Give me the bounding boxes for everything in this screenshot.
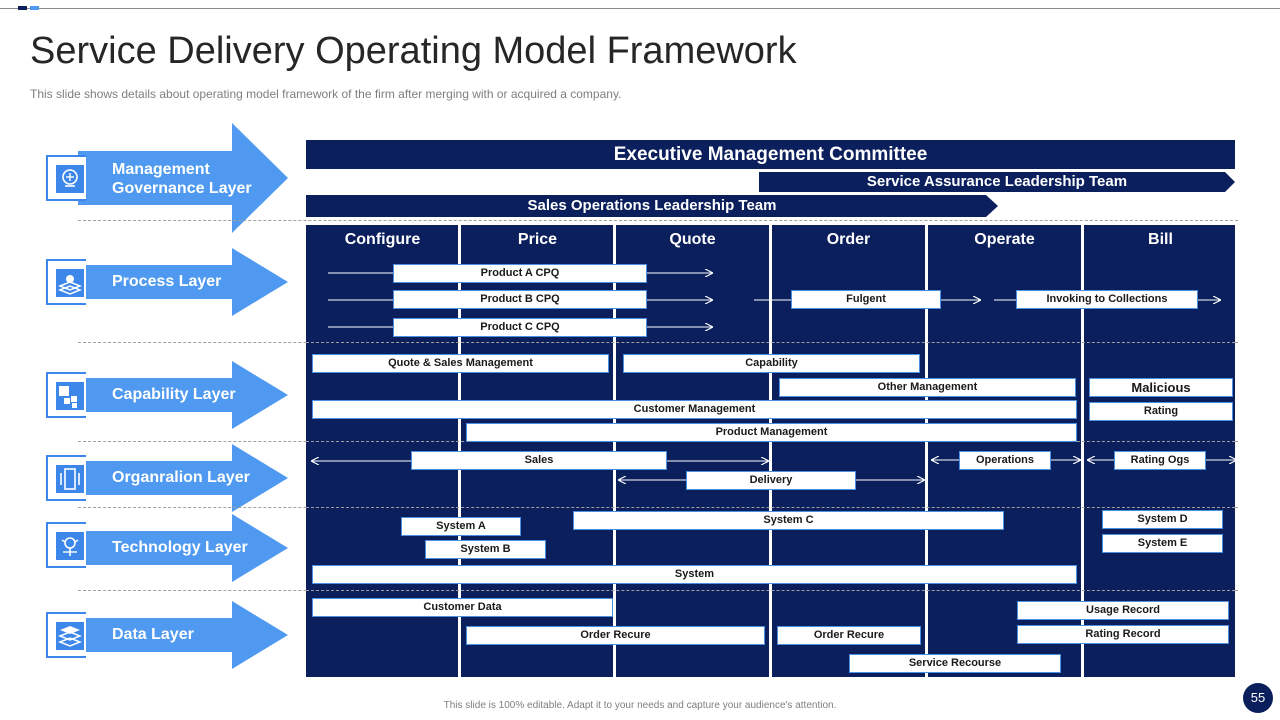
technology-system-d: System D bbox=[1102, 510, 1223, 529]
column-header-order: Order bbox=[826, 231, 871, 248]
layer-label-organization: Organralion Layer bbox=[112, 469, 250, 486]
column-header-price: Price bbox=[517, 231, 558, 248]
column-header-operate: Operate bbox=[974, 231, 1035, 248]
data-order-recure: Order Recure bbox=[466, 626, 765, 645]
column-header-bill: Bill bbox=[1148, 231, 1173, 248]
capability-other-management: Other Management bbox=[779, 378, 1076, 397]
capability-malicious: Malicious bbox=[1089, 378, 1233, 397]
data-order-recure-2: Order Recure bbox=[777, 626, 921, 645]
service-assurance-label: Service Assurance Leadership Team bbox=[866, 173, 1128, 190]
footer-note: This slide is 100% editable. Adapt it to your needs and capture your audience's attention. bbox=[443, 700, 837, 711]
technology-system-a: System A bbox=[401, 517, 521, 536]
column-header-configure: Configure bbox=[344, 231, 421, 248]
process-fulgent: Fulgent bbox=[791, 290, 941, 309]
process-product-b: Product B CPQ bbox=[393, 290, 647, 309]
technology-system-b: System B bbox=[425, 540, 546, 559]
page-title: Service Delivery Operating Model Framework bbox=[30, 30, 797, 72]
data-customer-data: Customer Data bbox=[312, 598, 613, 617]
layer-label-management: Management Governance Layer bbox=[112, 161, 252, 197]
layer-label-process: Process Layer bbox=[112, 273, 222, 290]
layer-label-data: Data Layer bbox=[112, 626, 194, 643]
capability-rating: Rating bbox=[1089, 402, 1233, 421]
capability-product-management: Product Management bbox=[466, 423, 1077, 442]
technology-system: System bbox=[312, 565, 1077, 584]
page-number-badge: 55 bbox=[1243, 683, 1273, 713]
data-service-recourse: Service Recourse bbox=[849, 654, 1061, 673]
page-subtitle: This slide shows details about operating model framework of the firm after merging with or acquired a company. bbox=[30, 87, 622, 101]
layer-label-capability: Capability Layer bbox=[112, 386, 236, 403]
organization-operations: Operations bbox=[959, 451, 1051, 470]
organization-delivery: Delivery bbox=[686, 471, 856, 490]
data-usage-record: Usage Record bbox=[1017, 601, 1229, 620]
process-invoking: Invoking to Collections bbox=[1016, 290, 1198, 309]
capability-quote-sales: Quote & Sales Management bbox=[312, 354, 609, 373]
capability-customer-management: Customer Management bbox=[312, 400, 1077, 419]
process-product-a: Product A CPQ bbox=[393, 264, 647, 283]
data-rating-record: Rating Record bbox=[1017, 625, 1229, 644]
organization-rating-ogs: Rating Ogs bbox=[1114, 451, 1206, 470]
column-header-quote: Quote bbox=[669, 231, 716, 248]
process-product-c: Product C CPQ bbox=[393, 318, 647, 337]
executive-committee-bar: Executive Management Committee bbox=[306, 140, 1235, 169]
layer-label-technology: Technology Layer bbox=[112, 539, 248, 556]
technology-system-c: System C bbox=[573, 511, 1004, 530]
technology-system-e: System E bbox=[1102, 534, 1223, 553]
capability-capability: Capability bbox=[623, 354, 920, 373]
sales-ops-label: Sales Operations Leadership Team bbox=[527, 197, 777, 214]
organization-sales: Sales bbox=[411, 451, 667, 470]
